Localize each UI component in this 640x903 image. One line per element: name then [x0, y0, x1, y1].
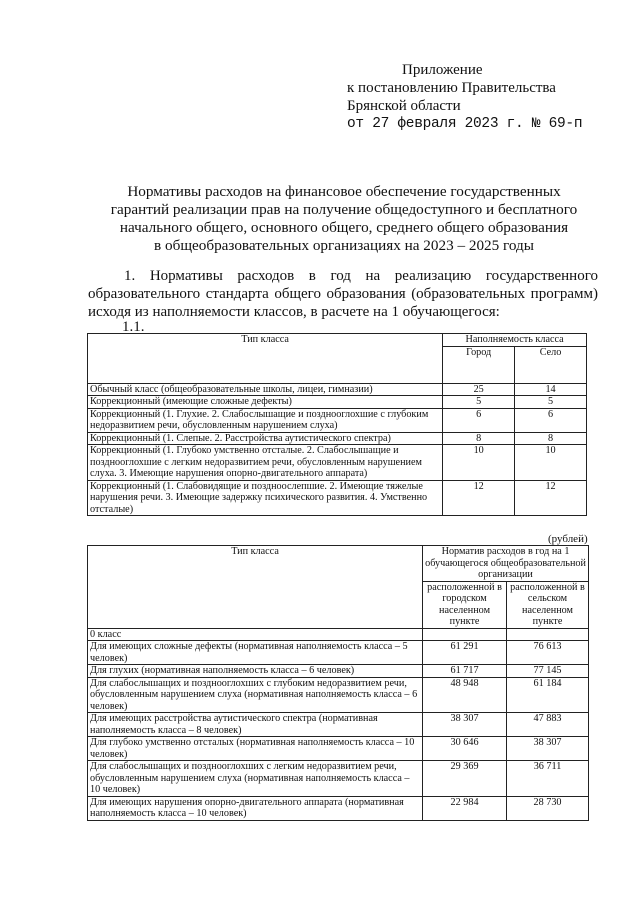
table-group-row: 0 класс: [88, 628, 589, 641]
table-row: Обычный класс (общеобразовательные школы, лицеи, гимназии) 25 14: [88, 383, 587, 396]
table-row: Для имеющих нарушения опорно-двигательного аппарата (нормативная наполняемость класса – 10 человек) 22 984 28 730: [88, 796, 589, 820]
table-row: Для имеющих расстройства аутистического спектра (нормативная наполняемость класса – 8 человек) 38 307 47 883: [88, 713, 589, 737]
appendix-decree: к постановлению Правительства: [347, 80, 556, 96]
table2-header-type: Тип класса: [88, 546, 423, 629]
table-row: Для имеющих сложные дефекты (нормативная наполняемость класса – 5 человек) 61 291 76 613: [88, 641, 589, 665]
expense-norm-table: [87, 545, 589, 821]
table2-header-village: расположенной в сельском населенном пункте: [507, 581, 589, 628]
table-row: Для глубоко умственно отсталых (нормативная наполняемость класса – 10 человек) 30 646 38 307: [88, 737, 589, 761]
table-row: Для глухих (нормативная наполняемость класса – 6 человек) 61 717 77 145: [88, 665, 589, 678]
table1-header-city: Город: [443, 346, 515, 383]
appendix-region: Брянской области: [347, 98, 461, 114]
class-fill-table: [87, 333, 587, 516]
appendix-label: Приложение: [402, 62, 483, 78]
appendix-date: от 27 февраля 2023 г. № 69-п: [347, 116, 583, 132]
table1-header-village: Село: [515, 346, 587, 383]
table-row: Коррекционный (1. Слепые. 2. Расстройства аутистического спектра) 8 8: [88, 432, 587, 445]
table2-header-city: расположенной в городском населенном пункте: [423, 581, 507, 628]
table-row: Для слабослышащих и позднооглохших с легким недоразвитием речи, обусловленным нарушением слуха (нормативная наполняемость класса – 10 человек) 29 369 36 711: [88, 761, 589, 797]
unit-label: (рублей): [548, 533, 588, 545]
section-1-1-label: 1.1.: [122, 319, 145, 335]
table-row: Коррекционный (1. Глубоко умственно отсталые. 2. Слабослышащие и позднооглохшие с легким недоразвитием речи, обусловленным нарушением слуха. 3. Имеющие нарушения опорно-двигательного аппарата) 10 10: [88, 445, 587, 481]
table1-header-fill: Наполняемость класса: [443, 334, 587, 347]
table1-header-type: Тип класса: [88, 334, 443, 384]
doc-title-line-1: Нормативы расходов на финансовое обеспечение государственных: [127, 183, 561, 200]
table-row: Коррекционный (1. Глухие. 2. Слабослышащие и позднооглохшие с глубоким недоразвитием речи, обусловленным нарушением слуха) 6 6: [88, 408, 587, 432]
table-row: Коррекционный (имеющие сложные дефекты) 5 5: [88, 396, 587, 409]
doc-title-line-2: гарантий реализации прав на получение общедоступного и бесплатного: [110, 201, 578, 218]
section-1-text: 1. Нормативы расходов в год на реализацию государственного образовательного стандарта общего образования (образовательных программ) исходя из наполняемости классов, в расчете на 1 обучающегося:: [88, 268, 598, 320]
table2-header-norm: Норматив расходов в год на 1 обучающегося общеобразовательной организации: [423, 546, 589, 582]
table-row: Для слабослышащих и позднооглохших с глубоким недоразвитием речи, обусловленным нарушением слуха (нормативная наполняемость класса – 6 человек) 48 948 61 184: [88, 677, 589, 713]
doc-title-line-4: в общеобразовательных организациях на 2023 – 2025 годы: [154, 237, 534, 254]
table-row: Коррекционный (1. Слабовидящие и поздноослепшие. 2. Имеющие тяжелые нарушения речи. 3. Имеющие задержку психического развития. 4. Умственно отсталые) 12 12: [88, 480, 587, 516]
doc-title-line-3: начального общего, основного общего, среднего общего образования: [119, 219, 569, 236]
